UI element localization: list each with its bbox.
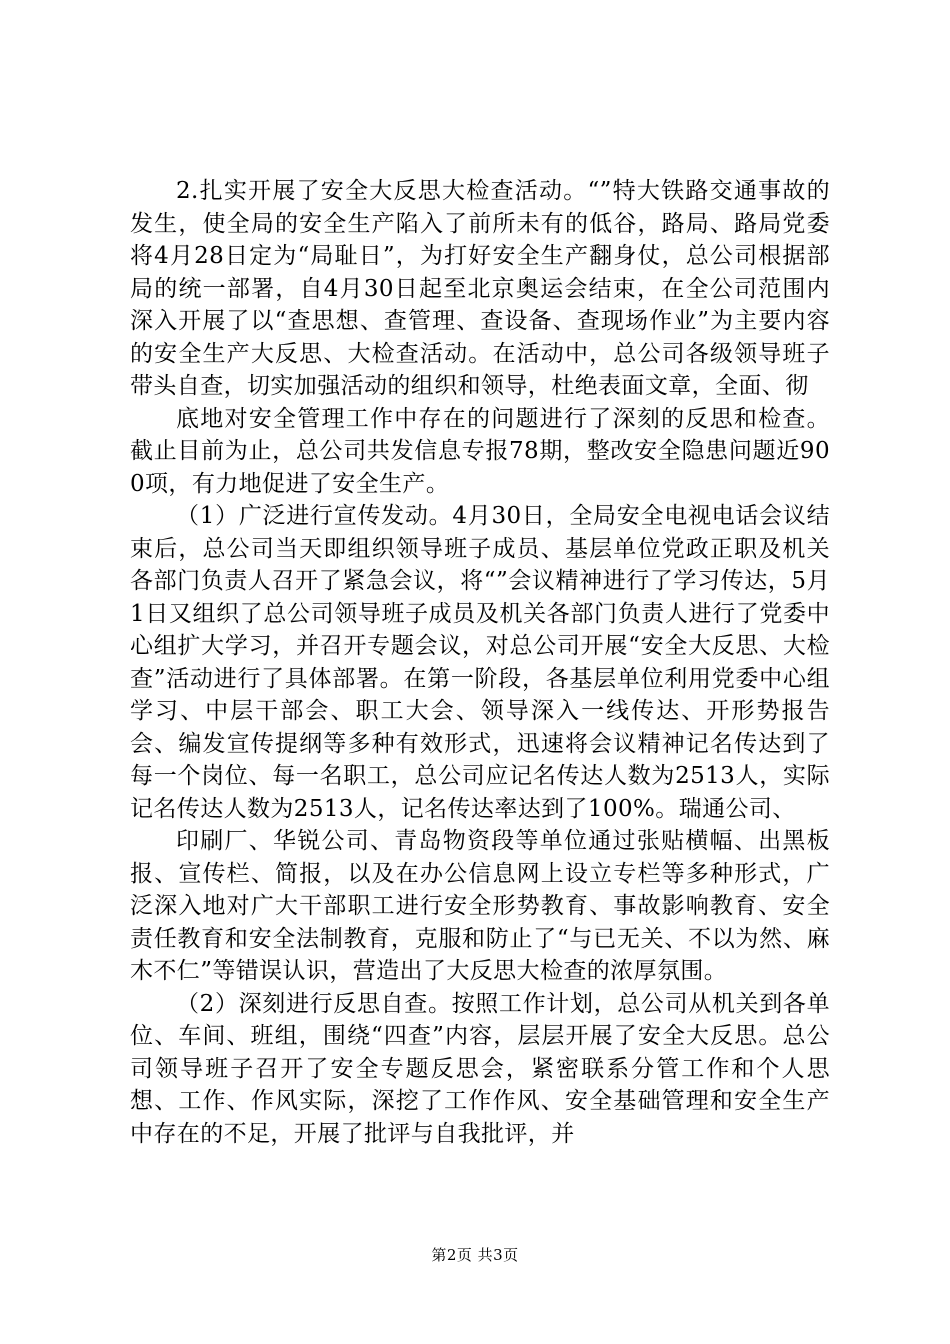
paragraph-inspection-results: 底地对安全管理工作中存在的问题进行了深刻的反思和检查。截止目前为止，总公司共发信息专报78期，整改安全隐患问题近900项，有力地促进了安全生产。 [130, 405, 830, 497]
paragraph-self-inspection: （2）深刻进行反思自查。按照工作计划，总公司从机关到各单位、车间、班组，围绕“四查”内容，层层开展了安全大反思。总公司领导班子召开了安全专题反思会，紧密联系分管工作和个人思想、工作、作风实际，深挖了工作作风、安全基础管理和安全生产中存在的不足，开展了批评与自我批评，并 [130, 990, 830, 1147]
page-number-footer: 第2页 共3页 [431, 1246, 519, 1264]
paragraph-publicity-forms: 印刷厂、华锐公司、青岛物资段等单位通过张贴横幅、出黑板报、宣传栏、简报，以及在办公信息网上设立专栏等多种形式，广泛深入地对广大干部职工进行安全形势教育、事故影响教育、安全责任教育和安全法制教育，克服和防止了“与已无关、不以为然、麻木不仁”等错误认识，营造出了大反思大检查的浓厚氛围。 [130, 828, 830, 984]
paragraph-publicity: （1）广泛进行宣传发动。4月30日，全局安全电视电话会议结束后，总公司当天即组织领导班子成员、基层单位党政正职及机关各部门负责人召开了紧急会议，将“”会议精神进行了学习传达，5月1日又组织了总公司领导班子成员及机关各部门负责人进行了党委中心组扩大学习，并召开专题会议，对总公司开展“安全大反思、大检查”活动进行了具体部署。在第一阶段，各基层单位利用党委中心组学习、中层干部会、职工大会、领导深入一线传达、开形势报告会、编发宣传提纲等多种有效形式，迅速将会议精神记名传达到了每一个岗位、每一名职工，总公司应记名传达人数为2513人，实际记名传达人数为2513人，记名传达率达到了100%。瑞通公司、 [130, 503, 830, 822]
paragraph-safety-campaign: 2.扎实开展了安全大反思大检查活动。“”特大铁路交通事故的发生，使全局的安全生产陷入了前所未有的低谷，路局、路局党委将4月28日定为“局耻日”，为打好安全生产翻身仗，总公司根据部局的统一部署，自4月30日起至北京奥运会结束，在全公司范围内深入开展了以“查思想、查管理、查设备、查现场作业”为主要内容的安全生产大反思、大检查活动。在活动中，总公司各级领导班子带头自查，切实加强活动的组织和领导，杜绝表面文章，全面、彻 [130, 178, 830, 399]
document-body [130, 175, 830, 1150]
